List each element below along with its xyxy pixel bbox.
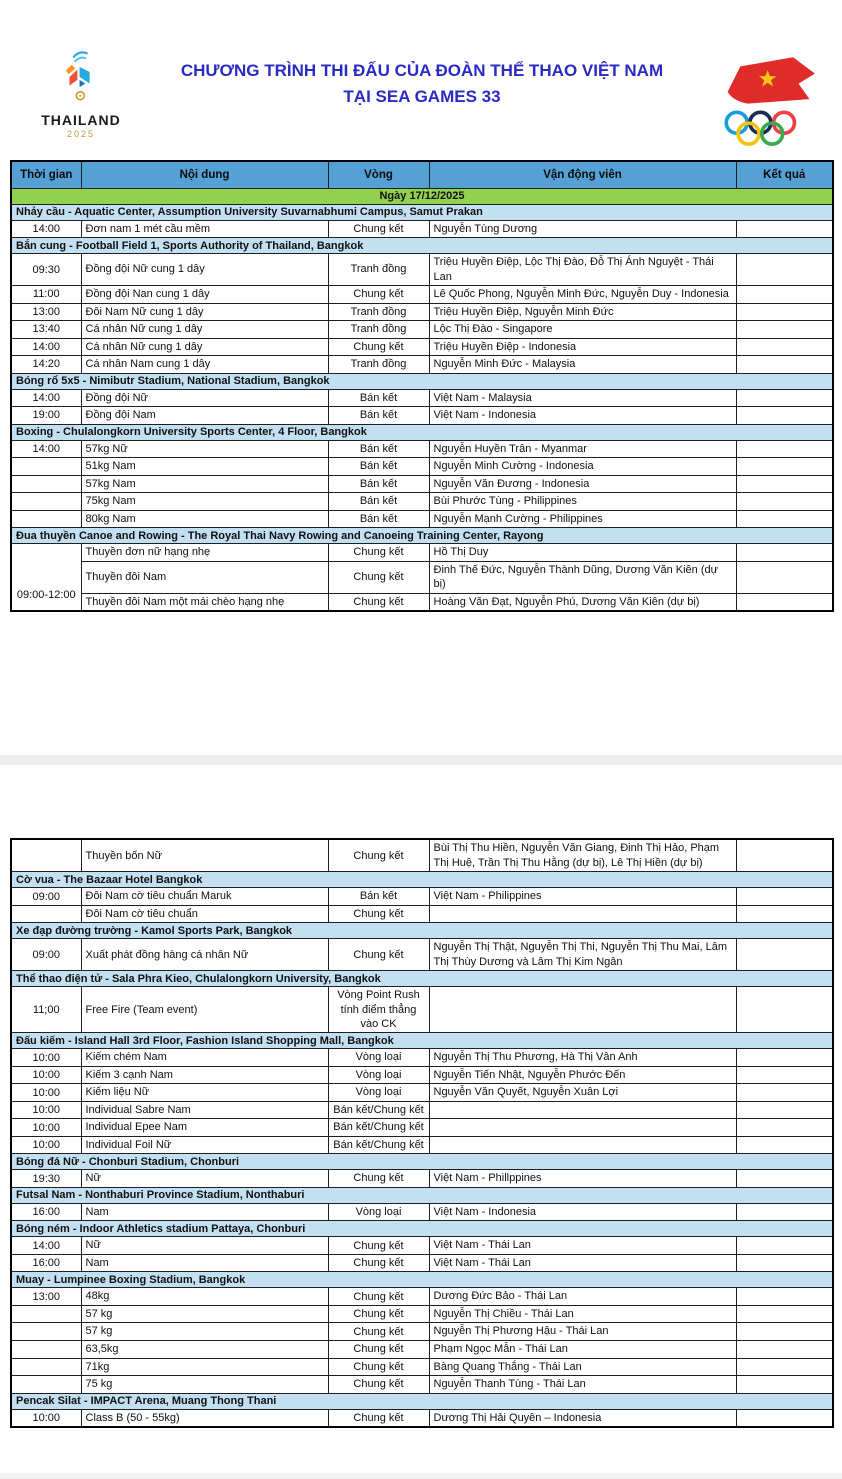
result-cell [736,407,833,425]
athletes-cell: Dương Đức Bảo - Thái Lan [429,1288,736,1306]
section-header-row [11,1393,833,1409]
result-cell [736,905,833,923]
event-cell: Individual Sabre Nam [81,1101,328,1119]
result-cell [736,593,833,611]
athletes-cell: Hồ Thị Duy [429,544,736,562]
time-cell: 13:00 [11,303,81,321]
result-cell [736,1101,833,1119]
athletes-cell: Dương Thị Hải Quyên – Indonesia [429,1409,736,1427]
schedule-row [11,493,833,511]
time-cell [11,493,81,511]
schedule-row [11,1305,833,1323]
athletes-cell: Nguyễn Mạnh Cường - Philippines [429,510,736,528]
date-banner: Ngày 17/12/2025 [11,188,833,204]
section-title: Muay - Lumpinee Boxing Stadium, Bangkok [11,1272,833,1288]
result-cell [736,1049,833,1067]
thailand-logo-label: THAILAND [41,112,121,128]
time-cell: 11;00 [11,987,81,1033]
schedule-page-1 [0,160,842,612]
athletes-cell: Nguyễn Thị Phương Hậu - Thái Lan [429,1323,736,1341]
athletes-cell: Nguyễn Huyền Trân - Myanmar [429,440,736,458]
schedule-table [10,838,834,1428]
time-cell: 09:00 [11,888,81,906]
section-header-row [11,971,833,987]
time-cell [11,1376,81,1394]
time-cell [11,839,81,872]
athletes-cell: Bùi Phước Tùng - Philippines [429,493,736,511]
section-title: Đấu kiếm - Island Hall 3rd Floor, Fashion Island Shopping Mall, Bangkok [11,1033,833,1049]
round-cell: Chung kết [328,905,429,923]
round-cell: Bán kết [328,510,429,528]
schedule-row [11,338,833,356]
schedule-row [11,286,833,304]
schedule-row [11,888,833,906]
section-header-row [11,1221,833,1237]
event-cell: Nam [81,1203,328,1221]
round-cell: Chung kết [328,338,429,356]
result-cell [736,440,833,458]
result-cell [736,338,833,356]
schedule-row [11,839,833,872]
event-cell: Kiếm liệu Nữ [81,1084,328,1102]
schedule-row [11,1237,833,1255]
schedule-row [11,475,833,493]
event-cell: Đồng đội Nan cung 1 dây [81,286,328,304]
schedule-row [11,1358,833,1376]
time-cell [11,1323,81,1341]
result-cell [736,987,833,1033]
athletes-cell: Việt Nam - Indonesia [429,1203,736,1221]
event-cell: Đơn nam 1 mét cầu mềm [81,220,328,238]
round-cell: Bán kết [328,458,429,476]
column-header: Kết quả [736,161,833,188]
result-cell [736,254,833,286]
schedule-row [11,1136,833,1154]
athletes-cell: Triệu Huyền Điệp, Nguyễn Minh Đức [429,303,736,321]
schedule-row [11,440,833,458]
round-cell: Chung kết [328,561,429,593]
event-cell: Kiếm chém Nam [81,1049,328,1067]
round-cell: Chung kết [328,1237,429,1255]
schedule-row [11,254,833,286]
table-header-row [11,161,833,188]
section-header-row [11,204,833,220]
schedule-row [11,1323,833,1341]
schedule-row [11,1288,833,1306]
result-cell [736,1409,833,1427]
athletes-cell: Việt Nam - Indonesia [429,407,736,425]
athletes-cell: Lê Quốc Phong, Nguyễn Minh Đức, Nguyễn Duy - Indonesia [429,286,736,304]
result-cell [736,1237,833,1255]
section-title: Cờ vua - The Bazaar Hotel Bangkok [11,872,833,888]
time-cell: 11:00 [11,286,81,304]
result-cell [736,1203,833,1221]
time-cell: 16:00 [11,1254,81,1272]
round-cell: Vòng loại [328,1049,429,1067]
time-cell [11,510,81,528]
round-cell: Chung kết [328,1409,429,1427]
result-cell [736,356,833,374]
date-banner-row [11,188,833,204]
round-cell: Tranh đồng [328,303,429,321]
result-cell [736,1323,833,1341]
event-cell: 57kg Nam [81,475,328,493]
result-cell [736,1305,833,1323]
schedule-row [11,303,833,321]
time-cell [11,1340,81,1358]
result-cell [736,561,833,593]
result-cell [736,1170,833,1188]
round-cell: Chung kết [328,1305,429,1323]
page-title-line2: TẠI SEA GAMES 33 [343,87,501,107]
event-cell: Thuyền bốn Nữ [81,839,328,872]
thailand-2025-logo-icon [45,48,117,106]
round-cell: Vòng loại [328,1203,429,1221]
event-cell: Individual Foil Nữ [81,1136,328,1154]
time-cell: 13:40 [11,321,81,339]
athletes-cell: Việt Nam - Philippines [429,888,736,906]
time-cell: 14:00 [11,440,81,458]
round-cell: Vòng loại [328,1066,429,1084]
athletes-cell: Nguyễn Thị Thu Phương, Hà Thị Vân Anh [429,1049,736,1067]
schedule-row [11,1409,833,1427]
column-header: Vận động viên [429,161,736,188]
column-header: Vòng [328,161,429,188]
time-cell: 14:00 [11,389,81,407]
event-cell: 80kg Nam [81,510,328,528]
event-cell: Nữ [81,1237,328,1255]
schedule-row [11,1170,833,1188]
event-cell: 75kg Nam [81,493,328,511]
round-cell: Chung kết [328,220,429,238]
event-cell: 57 kg [81,1323,328,1341]
event-cell: 57 kg [81,1305,328,1323]
result-cell [736,1136,833,1154]
event-cell: Kiếm 3 cạnh Nam [81,1066,328,1084]
result-cell [736,1119,833,1137]
section-title: Pencak Silat - IMPACT Arena, Muang Thong Thani [11,1393,833,1409]
section-title: Bắn cung - Football Field 1, Sports Authority of Thailand, Bangkok [11,238,833,254]
time-cell: 19:00 [11,407,81,425]
event-cell: Xuất phát đồng hàng cá nhân Nữ [81,939,328,971]
round-cell: Tranh đồng [328,321,429,339]
event-cell: Thuyền đôi Nam [81,561,328,593]
athletes-cell: Việt Nam - Thái Lan [429,1237,736,1255]
schedule-row [11,987,833,1033]
athletes-cell: Nguyễn Văn Quyết, Nguyễn Xuân Lợi [429,1084,736,1102]
athletes-cell: Phạm Ngọc Mẫn - Thái Lan [429,1340,736,1358]
section-title: Bóng đá Nữ - Chonburi Stadium, Chonburi [11,1154,833,1170]
time-cell: 09:00-12:00 [11,544,81,612]
section-title: Thể thao điện tử - Sala Phra Kieo, Chulalongkorn University, Bangkok [11,971,833,987]
event-cell: Class B (50 - 55kg) [81,1409,328,1427]
time-cell: 10:00 [11,1084,81,1102]
result-cell [736,303,833,321]
round-cell: Chung kết [328,1254,429,1272]
round-cell: Chung kết [328,939,429,971]
section-title: Nhảy cầu - Aquatic Center, Assumption University Suvarnabhumi Campus, Samut Prakan [11,204,833,220]
time-cell [11,475,81,493]
event-cell: Nam [81,1254,328,1272]
athletes-cell [429,1101,736,1119]
time-cell: 10:00 [11,1049,81,1067]
athletes-cell: Việt Nam - Malaysia [429,389,736,407]
schedule-row [11,593,833,611]
event-cell: Cá nhân Nữ cung 1 dây [81,321,328,339]
schedule-row [11,1101,833,1119]
round-cell: Bán kết/Chung kết [328,1119,429,1137]
result-cell [736,286,833,304]
result-cell [736,458,833,476]
schedule-row [11,561,833,593]
result-cell [736,220,833,238]
section-title: Xe đạp đường trường - Kamol Sports Park, Bangkok [11,923,833,939]
schedule-row [11,1119,833,1137]
time-cell: 10:00 [11,1136,81,1154]
round-cell: Vòng loại [328,1084,429,1102]
athletes-cell [429,987,736,1033]
round-cell: Chung kết [328,1358,429,1376]
section-header-row [11,373,833,389]
athletes-cell [429,1136,736,1154]
thailand-2025-logo [20,48,142,139]
athletes-cell: Nguyễn Thị Chiều - Thái Lan [429,1305,736,1323]
event-cell: Nữ [81,1170,328,1188]
section-header-row [11,923,833,939]
athletes-cell: Nguyễn Minh Đức - Malaysia [429,356,736,374]
result-cell [736,1254,833,1272]
schedule-row [11,1084,833,1102]
schedule-row [11,1254,833,1272]
round-cell: Bán kết [328,389,429,407]
athletes-cell: Nguyễn Văn Đương - Indonesia [429,475,736,493]
athletes-cell: Nguyễn Minh Cường - Indonesia [429,458,736,476]
schedule-page-2 [0,838,842,1428]
section-title: Bóng rổ 5x5 - Nimibutr Stadium, National Stadium, Bangkok [11,373,833,389]
event-cell: Free Fire (Team event) [81,987,328,1033]
athletes-cell: Lộc Thị Đào - Singapore [429,321,736,339]
time-cell [11,1358,81,1376]
section-header-row [11,238,833,254]
section-title: Bóng ném - Indoor Athletics stadium Pattaya, Chonburi [11,1221,833,1237]
section-header-row [11,1154,833,1170]
athletes-cell: Triệu Huyền Điệp - Indonesia [429,338,736,356]
round-cell: Chung kết [328,286,429,304]
time-cell: 16:00 [11,1203,81,1221]
athletes-cell: Bàng Quang Thắng - Thái Lan [429,1358,736,1376]
athletes-cell: Việt Nam - Phillppines [429,1170,736,1188]
athletes-cell: Việt Nam - Thái Lan [429,1254,736,1272]
round-cell: Tranh đồng [328,356,429,374]
document-header [0,0,842,160]
schedule-row [11,356,833,374]
round-cell: Chung kết [328,544,429,562]
vietnam-olympic-logo [702,48,826,150]
result-cell [736,493,833,511]
event-cell: Đôi Nam Nữ cung 1 dây [81,303,328,321]
athletes-cell: Triệu Huyền Điệp, Lộc Thị Đào, Đỗ Thị Ánh Nguyệt - Thái Lan [429,254,736,286]
section-title: Đua thuyền Canoe and Rowing - The Royal Thai Navy Rowing and Canoeing Training Center, Rayong [11,528,833,544]
round-cell: Vòng Point Rush tính điểm thẳng vào CK [328,987,429,1033]
result-cell [736,1376,833,1394]
round-cell: Bán kết [328,407,429,425]
result-cell [736,1358,833,1376]
result-cell [736,1066,833,1084]
schedule-row [11,407,833,425]
section-header-row [11,1272,833,1288]
result-cell [736,1288,833,1306]
time-cell: 09:30 [11,254,81,286]
event-cell: Đồng đội Nữ [81,389,328,407]
section-title: Futsal Nam - Nonthaburi Province Stadium, Nonthaburi [11,1187,833,1203]
result-cell [736,839,833,872]
round-cell: Chung kết [328,839,429,872]
athletes-cell: Hoàng Văn Đạt, Nguyễn Phú, Dương Văn Kiên (dự bị) [429,593,736,611]
result-cell [736,1340,833,1358]
time-cell [11,905,81,923]
event-cell: Cá nhân Nam cung 1 dây [81,356,328,374]
schedule-row [11,1340,833,1358]
result-cell [736,510,833,528]
event-cell: Thuyền đôi Nam một mái chèo hạng nhẹ [81,593,328,611]
result-cell [736,1084,833,1102]
section-title: Boxing - Chulalongkorn University Sports Center, 4 Floor, Bangkok [11,424,833,440]
event-cell: 63,5kg [81,1340,328,1358]
schedule-row [11,1376,833,1394]
athletes-cell [429,905,736,923]
athletes-cell: Nguyễn Tiến Nhật, Nguyễn Phước Đến [429,1066,736,1084]
section-header-row [11,1187,833,1203]
schedule-row [11,1066,833,1084]
event-cell: Individual Epee Nam [81,1119,328,1137]
round-cell: Bán kết/Chung kết [328,1136,429,1154]
page-break [0,612,842,838]
event-cell: 71kg [81,1358,328,1376]
round-cell: Tranh đồng [328,254,429,286]
schedule-row [11,389,833,407]
schedule-table [10,160,834,612]
athletes-cell: Nguyễn Tùng Dương [429,220,736,238]
round-cell: Chung kết [328,1323,429,1341]
round-cell: Bán kết [328,888,429,906]
round-cell: Chung kết [328,1340,429,1358]
result-cell [736,544,833,562]
schedule-row [11,220,833,238]
result-cell [736,939,833,971]
section-header-row [11,528,833,544]
section-header-row [11,1033,833,1049]
page-title [142,48,702,111]
section-header-row [11,424,833,440]
bottom-edge-strip [0,1473,842,1479]
time-cell: 10:00 [11,1119,81,1137]
athletes-cell: Nguyễn Thanh Tùng - Thái Lan [429,1376,736,1394]
time-cell: 14:20 [11,356,81,374]
athletes-cell: Nguyễn Thị Thật, Nguyễn Thị Thi, Nguyễn Thị Thu Mai, Lâm Thị Thùy Dương và Lâm Thị Kim Ngân [429,939,736,971]
round-cell: Chung kết [328,1376,429,1394]
schedule-row [11,1203,833,1221]
round-cell: Bán kết [328,440,429,458]
vietnam-flag-olympic-rings-icon [709,50,819,150]
round-cell: Chung kết [328,1170,429,1188]
result-cell [736,475,833,493]
athletes-cell: Đinh Thế Đức, Nguyễn Thành Dũng, Dương Văn Kiên (dự bị) [429,561,736,593]
result-cell [736,321,833,339]
round-cell: Bán kết [328,475,429,493]
event-cell: Thuyền đơn nữ hạng nhẹ [81,544,328,562]
athletes-cell [429,1119,736,1137]
time-cell: 10:00 [11,1066,81,1084]
event-cell: 51kg Nam [81,458,328,476]
page-break-divider [0,755,842,765]
schedule-row [11,321,833,339]
column-header: Thời gian [11,161,81,188]
event-cell: 48kg [81,1288,328,1306]
time-cell: 14:00 [11,220,81,238]
round-cell: Chung kết [328,1288,429,1306]
time-cell: 09:00 [11,939,81,971]
time-cell: 14:00 [11,1237,81,1255]
event-cell: Đồng đội Nam [81,407,328,425]
event-cell: 57kg Nữ [81,440,328,458]
result-cell [736,888,833,906]
column-header: Nội dung [81,161,328,188]
time-cell [11,458,81,476]
schedule-row [11,939,833,971]
page-title-line1: CHƯƠNG TRÌNH THI ĐẤU CỦA ĐOÀN THỂ THAO VIỆT NAM [180,61,664,80]
schedule-row [11,544,833,562]
athletes-cell: Bùi Thị Thu Hiền, Nguyễn Văn Giang, Đinh Thị Hảo, Phạm Thị Huệ, Trần Thị Thu Hằng (dự bị), Lê Thị Hiền (dự bị) [429,839,736,872]
event-cell: Cá nhân Nữ cung 1 dây [81,338,328,356]
schedule-row [11,905,833,923]
time-cell: 19:30 [11,1170,81,1188]
time-cell: 13:00 [11,1288,81,1306]
time-cell: 14:00 [11,338,81,356]
time-cell: 10:00 [11,1409,81,1427]
thailand-logo-year: 2025 [66,129,96,139]
event-cell: Đôi Nam cờ tiêu chuẩn [81,905,328,923]
event-cell: 75 kg [81,1376,328,1394]
round-cell: Bán kết [328,493,429,511]
round-cell: Bán kết/Chung kết [328,1101,429,1119]
schedule-row [11,1049,833,1067]
event-cell: Đồng đội Nữ cung 1 dây [81,254,328,286]
time-cell: 10:00 [11,1101,81,1119]
event-cell: Đôi Nam cờ tiêu chuẩn Maruk [81,888,328,906]
schedule-row [11,458,833,476]
schedule-row [11,510,833,528]
time-cell [11,1305,81,1323]
result-cell [736,389,833,407]
round-cell: Chung kết [328,593,429,611]
section-header-row [11,872,833,888]
